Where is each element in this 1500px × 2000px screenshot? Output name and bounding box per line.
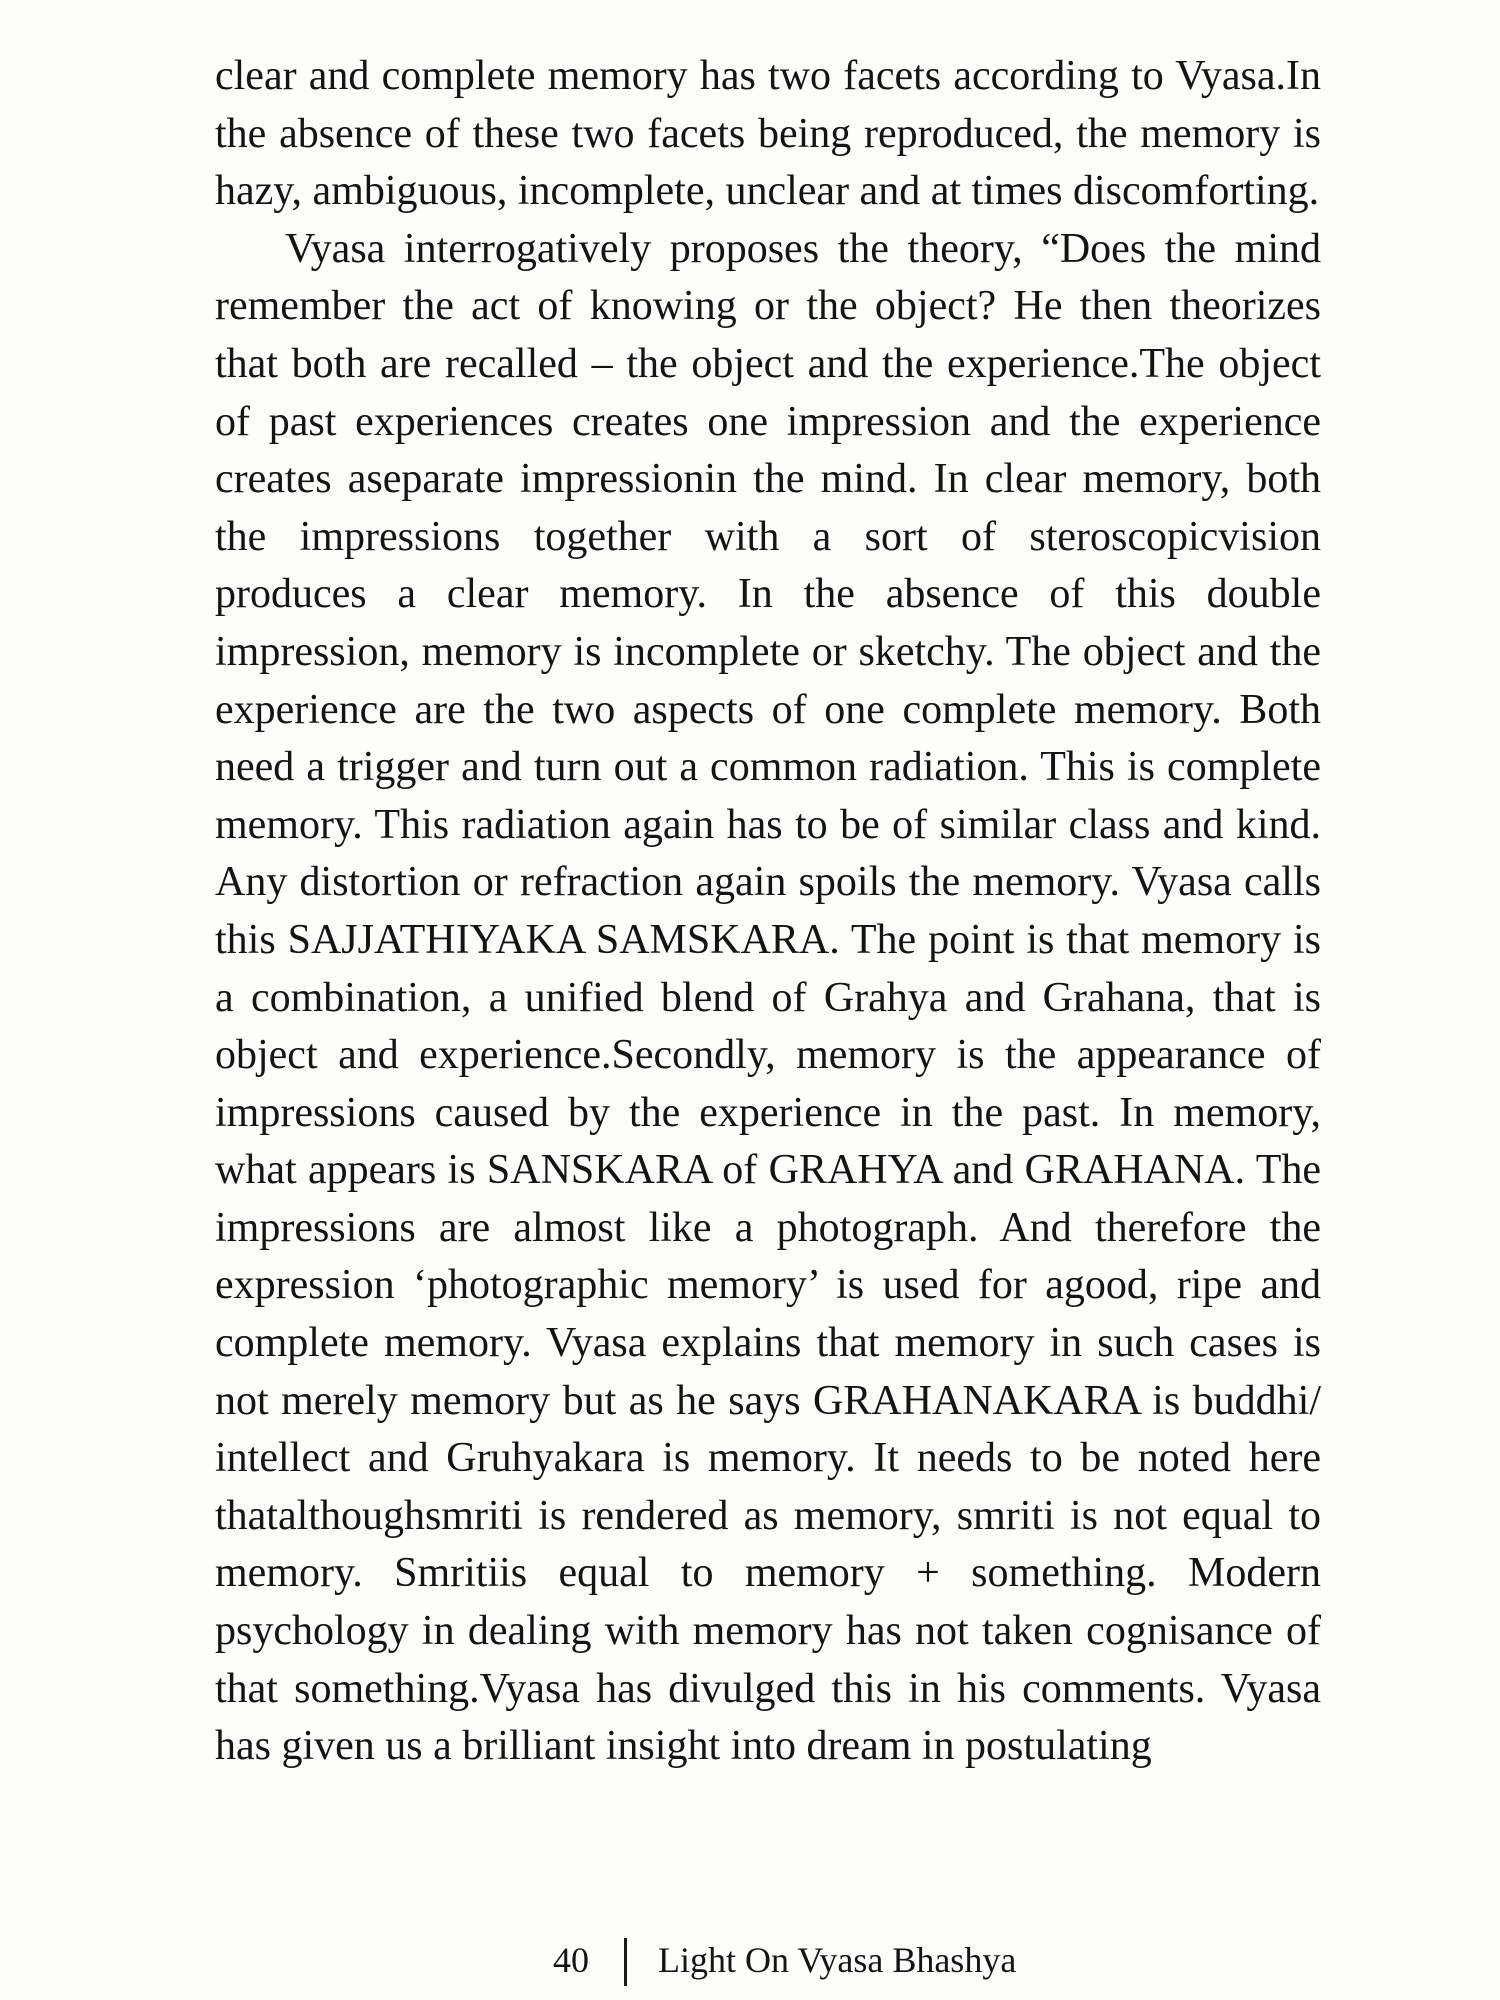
page-number: 40 bbox=[553, 1940, 589, 1980]
page-footer bbox=[0, 1932, 1500, 1992]
paragraph-continuation: clear and complete memory has two facets according to Vyasa.In the absence of these two facets being reproduced, the memory is hazy, ambiguous, incomplete, unclear and at times discomforting. bbox=[215, 53, 1321, 215]
footer-divider bbox=[624, 1938, 627, 1986]
running-title: Light On Vyasa Bhashya bbox=[658, 1940, 1017, 1980]
paragraph-vyasa-theory: Vyasa interrogatively proposes the theory, “Does the mind remember the act of knowing or the object? He then theorizes that both are recalled – the object and the experience.The object of past experiences creates one impression and the experience creates aseparate impressionin the mind. In clear memory, both the impressions together with a sort of steroscopicvision produces a clear memory. In the absence of this double impression, memory is incomplete or sketchy. The object and the experience are the two aspects of one complete memory. Both need a trigger and turn out a common radiation. This is complete memory. This radiation again has to be of similar class and kind. Any distortion or refraction again spoils the memory. Vyasa calls this SAJJATHIYAKA SAMSKARA. The point is that memory is a combination, a unified blend of Grahya and Grahana, that is object and experience.Secondly, memory is the appearance of impressions caused by the experience in the past. In memory, what appears is SANSKARA of GRAHYA and GRAHANA. The impressions are almost like a photograph. And therefore the expression ‘photographic memory’ is used for agood, ripe and complete memory. Vyasa explains that memory in such cases is not merely memory but as he says GRAHANAKARA is buddhi/ intellect and Gruhyakara is memory. It needs to be noted here thatalthoughsmriti is rendered as memory, smriti is not equal to memory. Smritiis equal to memory + something. Modern psychology in dealing with memory has not taken cognisance of that something.Vyasa has divulged this in his comments. Vyasa has given us a brilliant insight into dream in postulating bbox=[215, 225, 1321, 1770]
body-text bbox=[215, 48, 1321, 1776]
